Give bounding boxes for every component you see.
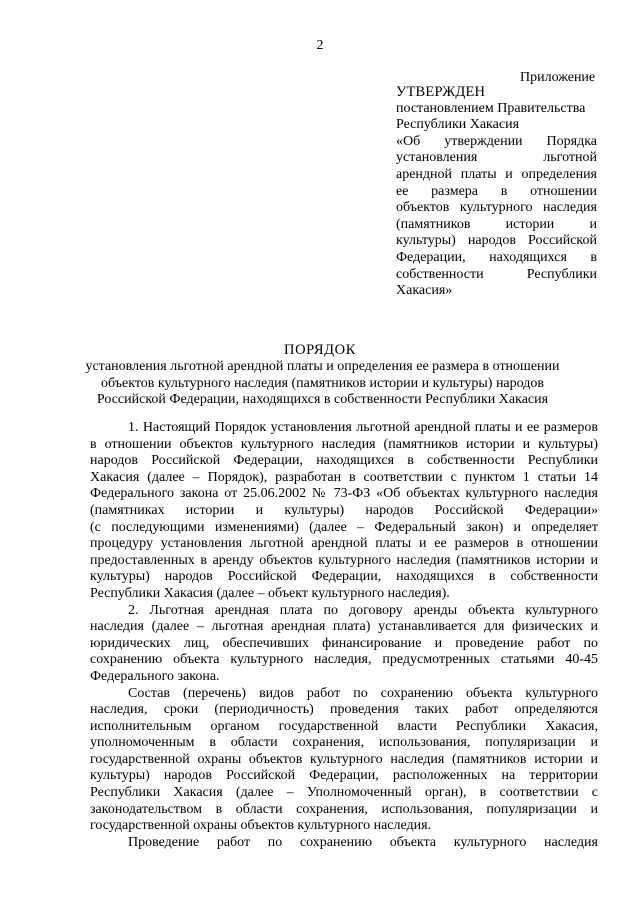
approval-block xyxy=(396,84,597,300)
subtitle-line: объектов культурного наследия (памятников истории и культуры) народов xyxy=(101,375,544,391)
approval-line: (памятников истории и xyxy=(396,216,597,232)
appendix-label: Приложение xyxy=(520,70,596,85)
approval-line: культуры) народов Российской xyxy=(396,233,597,249)
text-line: законодательством в области сохранения, использования, популяризации и xyxy=(90,801,598,817)
approval-line: арендной платы и определения xyxy=(396,166,597,182)
text-line: уполномоченным в области сохранения, использования, популяризации и xyxy=(90,735,598,751)
approval-line: постановлением Правительства xyxy=(396,100,586,116)
approval-line: Республики Хакасия xyxy=(396,117,520,133)
text-line: 1. Настоящий Порядок установления льготной арендной платы и ее размеров xyxy=(128,420,598,435)
text-line: народов Российской Федерации, находящихся в собственности Республики xyxy=(90,453,598,469)
paragraph-1 xyxy=(90,420,598,603)
text-line: культуры) народов Российской Федерации, находящихся в собственности xyxy=(90,569,598,585)
document-body xyxy=(90,420,598,851)
text-line: 2. Льготная арендная плата по договору аренды объекта культурного xyxy=(128,602,598,618)
text-line: культуры) народов Российской Федерации, расположенных на территории xyxy=(90,768,598,784)
page-number: 2 xyxy=(316,38,324,53)
paragraph-3 xyxy=(90,686,598,835)
approval-line: ее размера в отношении xyxy=(396,183,597,199)
text-line: Хакасия (далее – Порядок), разработан в соответствии с пунктом 1 статьи 14 xyxy=(90,469,598,485)
approval-line: установления льготной xyxy=(396,150,597,166)
text-line: исполнительным органом государственной власти Республики Хакасия, xyxy=(90,718,598,734)
text-line: предоставленных в аренду объектов культурного наследия (памятников истории и xyxy=(90,552,598,568)
approval-line: собственности Республики xyxy=(396,266,597,282)
text-line: Федерального закона от 25.06.2002 № 73-ФЗ «Об объектах культурного наследия xyxy=(90,486,598,502)
text-line: государственной охраны объектов культурного наследия. xyxy=(90,818,432,834)
text-line: наследия, сроки (периодичность) проведения таких работ определяются xyxy=(90,702,598,718)
subtitle-line: Российской Федерации, находящихся в собственности Республики Хакасия xyxy=(96,392,549,408)
text-line: Состав (перечень) видов работ по сохранению объекта культурного xyxy=(128,685,598,701)
text-line: процедуру установления льготной арендной платы и ее размеров в отношении xyxy=(90,536,598,552)
approved-heading: УТВЕРЖДЕН xyxy=(396,84,486,100)
text-line: (памятниках истории и культуры) народов Российской Федерации» xyxy=(90,502,598,518)
paragraph-4 xyxy=(90,835,598,852)
paragraph-2 xyxy=(90,603,598,686)
text-line: Федерального закона. xyxy=(90,668,220,684)
approval-line: объектов культурного наследия xyxy=(396,200,597,216)
subtitle-line: установления льготной арендной платы и определения ее размера в отношении xyxy=(85,359,560,374)
text-line: Проведение работ по сохранению объекта культурного наследия xyxy=(128,834,598,850)
text-line: в отношении объектов культурного наследия (памятников истории и культуры) xyxy=(90,436,598,452)
text-line: Республики Хакасия (далее – объект культурного наследия). xyxy=(90,585,450,601)
approval-line: «Об утверждении Порядка xyxy=(396,133,597,149)
approval-line: Федерации, находящихся в xyxy=(396,249,597,265)
approval-line: Хакасия» xyxy=(396,283,453,299)
text-line: сохранению объекта культурного наследия, предусмотренных статьями 40-45 xyxy=(90,652,598,668)
text-line: юридических лиц, обеспечивших финансирование и проведение работ по xyxy=(90,635,598,651)
text-line: наследия (далее – льготная арендная плата) устанавливается для физических и xyxy=(90,619,598,635)
text-line: Республики Хакасия (далее – Уполномоченный орган), в соответствии с xyxy=(90,785,598,801)
text-line: государственной охраны объектов культурного наследия (памятников истории и xyxy=(90,751,598,767)
text-line: (с последующими изменениями) (далее – Федеральный закон) и определяет xyxy=(90,519,598,535)
document-title: ПОРЯДОК xyxy=(284,342,356,358)
document-subtitle xyxy=(80,359,565,409)
